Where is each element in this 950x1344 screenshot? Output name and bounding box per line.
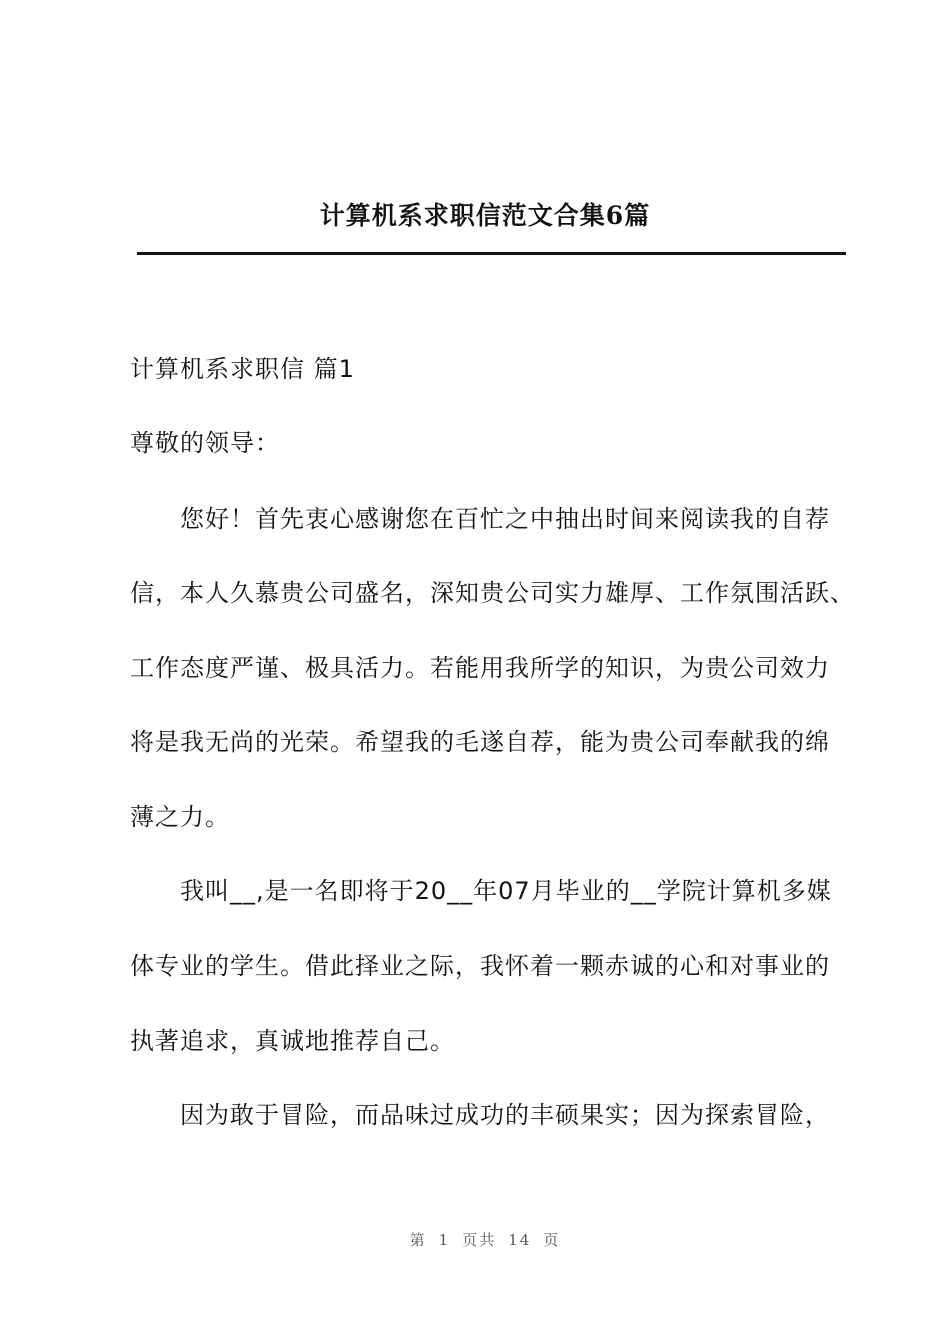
title-divider — [137, 252, 846, 255]
body-line: 您好！首先衷心感谢您在百忙之中抽出时间来阅读我的自荐 — [180, 505, 830, 533]
body-line: 因为敢于冒险，而品味过成功的丰硕果实；因为探索冒险， — [180, 1101, 830, 1129]
body-line: 工作态度严谨、极具活力。若能用我所学的知识，为贵公司效力 — [130, 654, 830, 682]
page-footer — [0, 1229, 950, 1250]
body-line: 体专业的学生。借此择业之际，我怀着一颗赤诚的心和对事业的 — [130, 952, 830, 980]
footer-middle: 页共 — [462, 1231, 497, 1249]
footer-prefix: 第 — [409, 1231, 427, 1249]
body-line: 执著追求，真诚地推荐自己。 — [130, 1027, 455, 1055]
footer-suffix: 页 — [543, 1231, 561, 1249]
footer-current-page: 1 — [438, 1231, 451, 1249]
footer-total-pages: 14 — [508, 1231, 532, 1249]
body-line: 我叫__,是一名即将于20__年07月毕业的__学院计算机多媒 — [180, 877, 832, 905]
salutation: 尊敬的领导： — [130, 429, 280, 457]
body-line: 信，本人久慕贵公司盛名，深知贵公司实力雄厚、工作氛围活跃、 — [130, 579, 855, 607]
section-heading: 计算机系求职信 篇1 — [130, 355, 355, 383]
document-title: 计算机系求职信范文合集6篇 — [319, 201, 651, 230]
body-line: 薄之力。 — [130, 803, 230, 831]
body-line: 将是我无尚的光荣。希望我的毛遂自荐，能为贵公司奉献我的绵 — [130, 728, 830, 756]
